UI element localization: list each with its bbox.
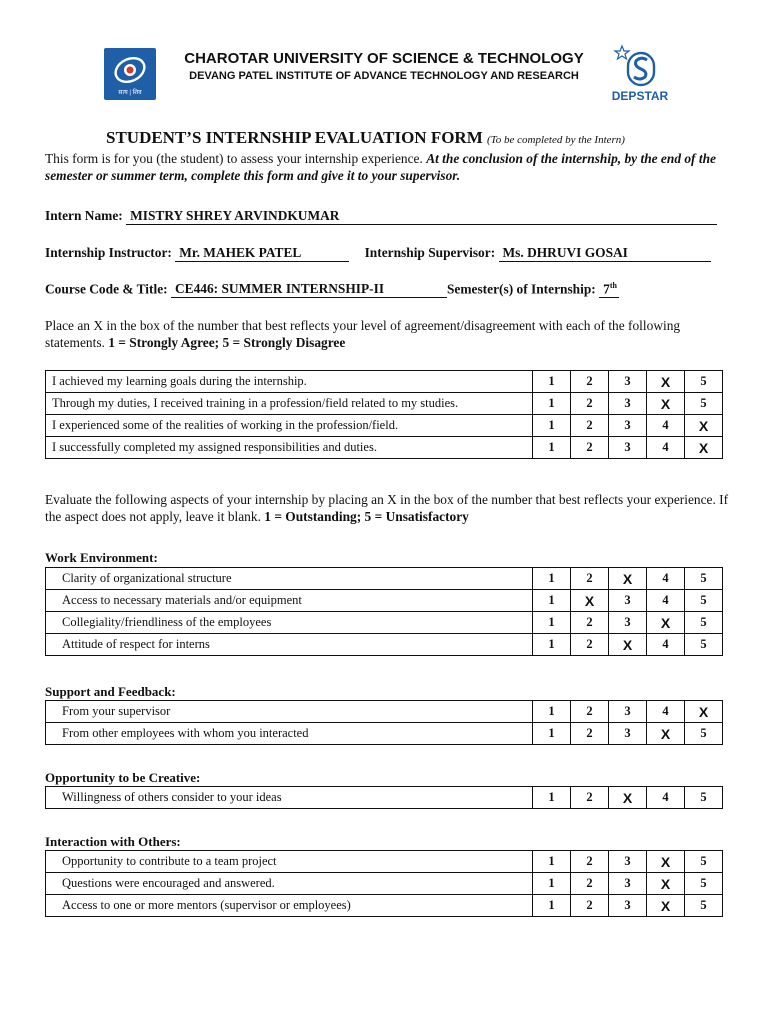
semester-value[interactable] [599, 281, 619, 298]
rating-cell-2[interactable]: 2 [571, 701, 609, 723]
rating-cell-1[interactable]: 1 [533, 723, 571, 745]
table-row [46, 723, 723, 745]
form-title [106, 128, 625, 148]
statement: Attitude of respect for interns [46, 634, 533, 656]
table-row [46, 701, 723, 723]
instructions-agreement-text: Place an X in the box of the number that best reflects your level of agreement/disagreement with each of the following statements. [45, 318, 681, 350]
instructor-label: Internship Instructor: [45, 245, 172, 260]
university-name: CHAROTAR UNIVERSITY OF SCIENCE & TECHNOLOGY [184, 50, 584, 67]
table-row [46, 895, 723, 917]
semester-suffix: th [609, 281, 617, 290]
course-label: Course Code & Title: [45, 281, 168, 297]
statement: I achieved my learning goals during the internship. [46, 371, 533, 393]
rating-cell-4[interactable]: X [647, 895, 685, 917]
instructions-agreement [45, 317, 735, 351]
rating-cell-1[interactable]: 1 [533, 895, 571, 917]
rating-cell-3[interactable]: X [609, 787, 647, 809]
rating-cell-2[interactable]: 2 [571, 612, 609, 634]
table-row [46, 415, 723, 437]
table-row [46, 873, 723, 895]
section-title-work-environment: Work Environment: [45, 550, 158, 565]
instructor-value[interactable]: Mr. MAHEK PATEL [175, 245, 349, 262]
intro-emphasis: At the conclusion of the internship, by the end of the semester or summer term, complete this form and give it to your supervisor. [45, 151, 716, 183]
rating-cell-3[interactable]: 3 [609, 371, 647, 393]
semester-number: 7 [603, 281, 610, 297]
logo-tagline: सत्य | शिव [118, 90, 142, 96]
table-row [46, 437, 723, 459]
table-row [46, 787, 723, 809]
evaluate-scale: 1 = Outstanding; 5 = Unsatisfactory [264, 509, 469, 524]
rating-cell-5[interactable]: X [685, 701, 723, 723]
rating-cell-3[interactable]: 3 [609, 437, 647, 459]
statement: Access to one or more mentors (supervisor or employees) [46, 895, 533, 917]
instructor-row [45, 245, 711, 262]
rating-cell-4[interactable]: 4 [647, 634, 685, 656]
rating-cell-3[interactable]: 3 [609, 873, 647, 895]
intro-plain: This form is for you (the student) to assess your internship experience. [45, 151, 423, 166]
statement: Access to necessary materials and/or equipment [46, 590, 533, 612]
statement: From other employees with whom you interacted [46, 723, 533, 745]
rating-cell-2[interactable]: 2 [571, 415, 609, 437]
table-row [46, 634, 723, 656]
rating-cell-3[interactable]: 3 [609, 723, 647, 745]
rating-cell-5[interactable]: 5 [685, 851, 723, 873]
rating-cell-1[interactable]: 1 [533, 415, 571, 437]
statement: From your supervisor [46, 701, 533, 723]
rating-cell-5[interactable]: X [685, 437, 723, 459]
section-title-interaction: Interaction with Others: [45, 834, 181, 849]
rating-cell-3[interactable]: 3 [609, 393, 647, 415]
rating-cell-5[interactable]: 5 [685, 873, 723, 895]
rating-cell-3[interactable]: 3 [609, 851, 647, 873]
table-row [46, 371, 723, 393]
rating-cell-3[interactable]: 3 [609, 895, 647, 917]
rating-cell-2[interactable]: 2 [571, 393, 609, 415]
rating-cell-2[interactable]: 2 [571, 895, 609, 917]
statement: Through my duties, I received training in a profession/field related to my studies. [46, 393, 533, 415]
rating-cell-3[interactable]: 3 [609, 701, 647, 723]
table-row [46, 590, 723, 612]
rating-cell-3[interactable]: 3 [609, 590, 647, 612]
rating-cell-4[interactable]: 4 [647, 701, 685, 723]
rating-cell-5[interactable]: 5 [685, 393, 723, 415]
rating-cell-4[interactable]: X [647, 873, 685, 895]
intern-name-row [45, 208, 717, 225]
rating-cell-1[interactable]: 1 [533, 634, 571, 656]
rating-cell-1[interactable]: 1 [533, 701, 571, 723]
agreement-scale: 1 = Strongly Agree; 5 = Strongly Disagree [108, 335, 346, 350]
statement: Opportunity to contribute to a team project [46, 851, 533, 873]
course-value[interactable]: CE446: SUMMER INTERNSHIP-II [171, 281, 447, 298]
rating-cell-5[interactable]: 5 [685, 787, 723, 809]
table-row [46, 612, 723, 634]
depstar-logo-text: DEPSTAR [611, 89, 669, 103]
rating-cell-2[interactable]: 2 [571, 787, 609, 809]
rating-cell-4[interactable]: 4 [647, 437, 685, 459]
rating-cell-5[interactable]: X [685, 415, 723, 437]
rating-cell-1[interactable]: 1 [533, 568, 571, 590]
support-feedback-table [45, 700, 723, 745]
instructions-evaluate [45, 491, 735, 525]
statement: Collegiality/friendliness of the employees [46, 612, 533, 634]
institute-name: DEVANG PATEL INSTITUTE OF ADVANCE TECHNOLOGY AND RESEARCH [189, 70, 579, 82]
rating-cell-2[interactable]: 2 [571, 437, 609, 459]
table-row [46, 393, 723, 415]
rating-cell-4[interactable]: 4 [647, 415, 685, 437]
rating-cell-4[interactable]: 4 [647, 590, 685, 612]
rating-cell-2[interactable]: X [571, 590, 609, 612]
rating-cell-4[interactable]: X [647, 851, 685, 873]
course-row [45, 281, 619, 298]
table-row [46, 568, 723, 590]
rating-cell-3[interactable]: X [609, 634, 647, 656]
semester-label: Semester(s) of Internship: [446, 281, 596, 297]
rating-cell-2[interactable]: 2 [571, 873, 609, 895]
depstar-logo [608, 44, 672, 106]
statement: Questions were encouraged and answered. [46, 873, 533, 895]
statement: Willingness of others consider to your ideas [46, 787, 533, 809]
rating-cell-1[interactable]: 1 [533, 590, 571, 612]
interaction-table [45, 850, 723, 917]
rating-cell-5[interactable]: 5 [685, 612, 723, 634]
rating-cell-1[interactable]: 1 [533, 787, 571, 809]
section-title-creative: Opportunity to be Creative: [45, 770, 201, 785]
rating-cell-4[interactable]: X [647, 612, 685, 634]
rating-cell-3[interactable]: 3 [609, 612, 647, 634]
rating-cell-5[interactable]: 5 [685, 590, 723, 612]
rating-cell-2[interactable]: 2 [571, 723, 609, 745]
rating-cell-5[interactable]: 5 [685, 568, 723, 590]
rating-cell-4[interactable]: X [647, 723, 685, 745]
form-title-text: STUDENT’S INTERNSHIP EVALUATION FORM [106, 128, 483, 147]
form-title-note: (To be completed by the Intern) [487, 134, 625, 146]
rating-cell-1[interactable]: 1 [533, 437, 571, 459]
rating-cell-2[interactable]: 2 [571, 634, 609, 656]
creative-table [45, 786, 723, 809]
rating-cell-5[interactable]: 5 [685, 371, 723, 393]
section-title-support-feedback: Support and Feedback: [45, 684, 176, 699]
rating-cell-3[interactable]: X [609, 568, 647, 590]
rating-cell-2[interactable]: 2 [571, 851, 609, 873]
agreement-table [45, 370, 723, 459]
rating-cell-2[interactable]: 2 [571, 568, 609, 590]
rating-cell-1[interactable]: 1 [533, 371, 571, 393]
supervisor-value[interactable]: Ms. DHRUVI GOSAI [499, 245, 711, 262]
rating-cell-5[interactable]: 5 [685, 723, 723, 745]
rating-cell-4[interactable]: 4 [647, 787, 685, 809]
instructions-evaluate-text: Evaluate the following aspects of your internship by placing an X in the box of the number that best reflects your experience. If the aspect does not apply, leave it blank. [45, 492, 729, 524]
rating-cell-2[interactable]: 2 [571, 371, 609, 393]
work-environment-table [45, 567, 723, 656]
rating-cell-5[interactable]: 5 [685, 895, 723, 917]
supervisor-label: Internship Supervisor: [364, 245, 496, 260]
rating-cell-5[interactable]: 5 [685, 634, 723, 656]
statement: Clarity of organizational structure [46, 568, 533, 590]
statement: I successfully completed my assigned responsibilities and duties. [46, 437, 533, 459]
table-row [46, 851, 723, 873]
rating-cell-4[interactable]: X [647, 371, 685, 393]
rating-cell-3[interactable]: 3 [609, 415, 647, 437]
rating-cell-1[interactable]: 1 [533, 612, 571, 634]
rating-cell-1[interactable]: 1 [533, 851, 571, 873]
form-intro [45, 150, 730, 184]
intern-name-label: Intern Name: [45, 208, 123, 223]
intern-name-value[interactable]: MISTRY SHREY ARVINDKUMAR [126, 208, 717, 225]
statement: I experienced some of the realities of working in the profession/field. [46, 415, 533, 437]
rating-cell-1[interactable]: 1 [533, 393, 571, 415]
rating-cell-4[interactable]: X [647, 393, 685, 415]
rating-cell-1[interactable]: 1 [533, 873, 571, 895]
rating-cell-4[interactable]: 4 [647, 568, 685, 590]
